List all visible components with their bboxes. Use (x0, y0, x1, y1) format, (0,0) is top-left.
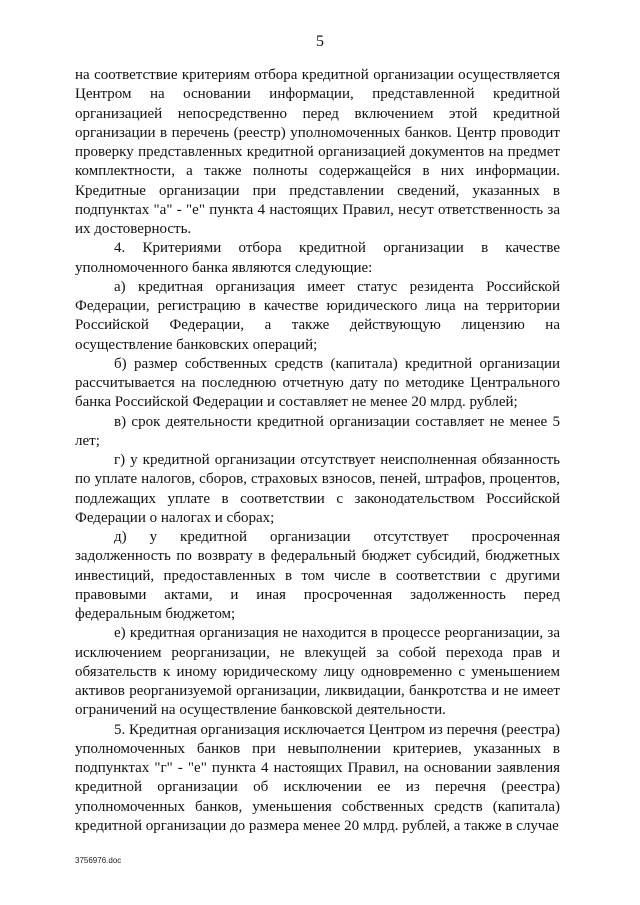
paragraph-subitem-a: а) кредитная организация имеет статус резидента Российской Федерации, регистрацию в качестве юридического лица на территории Российской Федерации, а также действующую лицензию на осуществление банковских операций; (75, 278, 560, 353)
paragraph-subitem-d: д) у кредитной организации отсутствует просроченная задолженность по возврату в федеральный бюджет субсидий, бюджетных инвестиций, предоставленных в том числе в соответствии с другими правовыми актами, и иная просроченная задолженность перед федеральным бюджетом; (75, 529, 560, 622)
document-file-code: 3756976.doc (75, 856, 122, 865)
paragraph-subitem-g: г) у кредитной организации отсутствует неисполненная обязанность по уплате налогов, сборов, страховых взносов, пеней, штрафов, процентов, подлежащих уплате в соответствии с законодательством Российской Федерации о налогах и сборах; (75, 452, 560, 526)
paragraph-continuation: на соответствие критериям отбора кредитной организации осуществляется Центром на основании информации, представленной кредитной организацией непосредственно перед включением этой кредитной организации в перечень (реестр) уполномоченных банков. Центр проводит проверку представленных кредитной организацией документов на предмет комплектности, а также полноты содержащейся в них информации. Кредитные организации при представлении сведений, указанных в подпунктах "а" - "е" пункта 4 настоящих Правил, несут ответственность за их достоверность. (75, 67, 560, 237)
paragraph-item-4: 4. Критериями отбора кредитной организации в качестве уполномоченного банка являются следующие: (75, 240, 560, 276)
paragraph-subitem-v: в) срок деятельности кредитной организации составляет не менее 5 лет; (75, 413, 560, 449)
paragraph-item-5: 5. Кредитная организация исключается Центром из перечня (реестра) уполномоченных банков при невыполнении критериев, указанных в подпунктах "г" - "е" пункта 4 настоящих Правил, на основании заявления кредитной организации об исключении ее из перечня (реестра) уполномоченных банков, уменьшения собственных средств (капитала) кредитной организации до размера менее 20 млрд. рублей, а также в случае (75, 721, 561, 834)
paragraph-subitem-e: е) кредитная организация не находится в процессе реорганизации, за исключением реорганизации, не влекущей за собой перехода прав и обязательств к иному юридическому лицу одновременно с уменьшением активов реорганизуемой организации, ликвидации, банкротства и не имеет ограничений на осуществление банковской деятельности. (75, 625, 560, 719)
document-body (75, 66, 560, 836)
paragraph-subitem-b: б) размер собственных средств (капитала) кредитной организации рассчитывается на последнюю отчетную дату по методике Центрального банка Российской Федерации и составляет не менее 20 млрд. рублей; (75, 355, 560, 411)
page-number: 5 (316, 33, 324, 50)
